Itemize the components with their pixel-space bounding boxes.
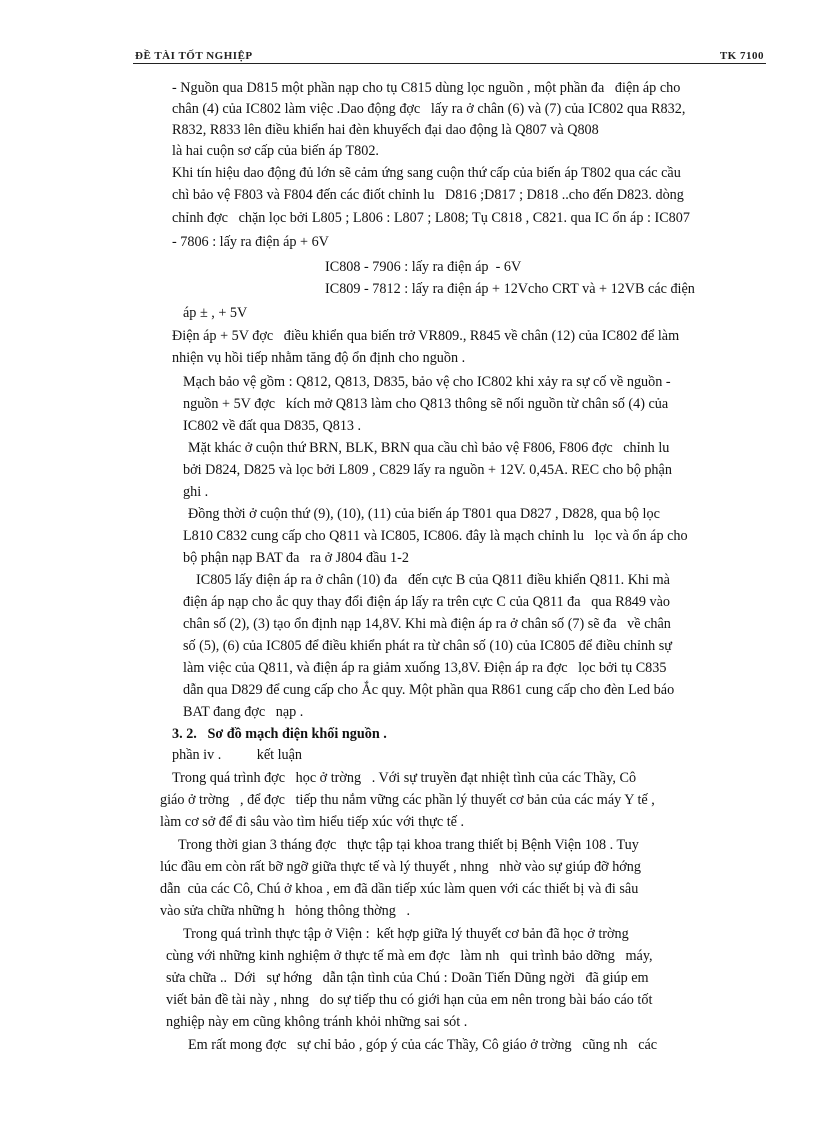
body-line: nhiện vụ hồi tiếp nhằm tăng độ ổn định cho nguồn . xyxy=(172,350,466,366)
body-line: viết bản đề tài này , nhng do sự tiếp thu có giới hạn của em nên trong bài báo cáo tốt xyxy=(166,992,653,1008)
body-line: Điện áp + 5V đợc điều khiển qua biến trở VR809., R845 về chân (12) của IC802 để làm xyxy=(172,328,680,344)
body-line: vào sửa chữa những h hỏng thông thờng . xyxy=(160,903,411,919)
body-line: làm cơ sở để đi sâu vào tìm hiểu tiếp xúc với thực tế . xyxy=(160,814,465,830)
body-line: Trong quá trình đợc học ở trờng . Với sự truyền đạt nhiệt tình của các Thầy, Cô xyxy=(172,770,637,786)
body-line: Mặt khác ở cuộn thứ BRN, BLK, BRN qua cầu chì bảo vệ F806, F806 đợc chỉnh lu xyxy=(188,440,670,456)
body-line: IC802 về đất qua D835, Q813 . xyxy=(183,418,362,434)
body-line: L810 C832 cung cấp cho Q811 và IC805, IC806. đây là mạch chỉnh lu lọc và ổn áp cho xyxy=(183,528,688,544)
header-right-code: TK 7100 xyxy=(719,50,764,62)
section-heading: 3. 2. Sơ đồ mạch điện khối nguồn . xyxy=(172,726,387,742)
body-line: Đồng thời ở cuộn thứ (9), (10), (11) của biến áp T801 qua D827 , D828, qua bộ lọc xyxy=(188,506,660,522)
body-line: chân số (2), (3) tạo ổn định nạp 14,8V. Khi mà điện áp ra ở chân số (7) sẽ đa về chân xyxy=(183,616,671,632)
body-line: cùng với những kinh nghiệm ở thực tế mà em đợc làm nh qui trình bảo dỡng máy, xyxy=(166,948,653,964)
body-line: bởi D824, D825 và lọc bởi L809 , C829 lấy ra nguồn + 12V. 0,45A. REC cho bộ phận xyxy=(183,462,672,478)
header-rule xyxy=(133,63,766,64)
body-line: chân (4) của IC802 làm việc .Dao động đợc lấy ra ở chân (6) và (7) của IC802 qua R832, xyxy=(172,101,686,117)
body-line: dẫn của các Cô, Chú ở khoa , em đã dần tiếp xúc làm quen với các thiết bị và đi sâu xyxy=(160,881,639,897)
body-line: IC805 lấy điện áp ra ở chân (10) đa đến cực B của Q811 điều khiển Q811. Khi mà xyxy=(196,572,670,588)
body-line: IC809 - 7812 : lấy ra điện áp + 12Vcho CRT và + 12VB các điện xyxy=(325,281,695,297)
body-line: chỉnh đợc chặn lọc bởi L805 ; L806 : L807 ; L808; Tụ C818 , C821. qua IC ổn áp : IC807 xyxy=(172,210,690,226)
header-left-title: ĐỀ TÀI TỐT NGHIỆP xyxy=(135,50,253,62)
body-line: Trong quá trình thực tập ở Viện : kết hợp giữa lý thuyết cơ bản đã học ở trờng xyxy=(183,926,629,942)
body-line: - 7806 : lấy ra điện áp + 6V xyxy=(172,234,329,250)
body-line: R832, R833 lên điều khiển hai đèn khuyếch đại dao động là Q807 và Q808 xyxy=(172,122,599,138)
body-line: lúc đầu em còn rất bỡ ngỡ giữa thực tế và lý thuyết , nhng nhờ vào sự giúp đỡ hớng xyxy=(160,859,641,875)
body-line: chì bảo vệ F803 và F804 đến các điốt chỉnh lu D816 ;D817 ; D818 ..cho đến D823. dòng xyxy=(172,187,684,203)
body-line: Khi tín hiệu dao động đủ lớn sẽ cảm ứng sang cuộn thứ cấp của biến áp T802 qua các cầu xyxy=(172,165,681,181)
body-line: giáo ở trờng , để đợc tiếp thu nắm vững các phần lý thuyết cơ bản của các máy Y tế , xyxy=(160,792,655,808)
body-line: BAT đang đợc nạp . xyxy=(183,704,304,720)
body-line: bộ phận nạp BAT đa ra ở J804 đầu 1-2 xyxy=(183,550,409,566)
body-line: điện áp nạp cho ắc quy thay đổi điện áp lấy ra trên cực C của Q811 đa qua R849 vào xyxy=(183,594,671,610)
body-line: - Nguồn qua D815 một phần nạp cho tụ C815 dùng lọc nguồn , một phần đa điện áp cho xyxy=(172,80,681,96)
body-line: Em rất mong đợc sự chỉ bảo , góp ý của các Thầy, Cô giáo ở trờng cũng nh các xyxy=(188,1037,658,1053)
body-line: dẫn qua D829 để cung cấp cho Ắc quy. Một phần qua R861 cung cấp cho đèn Led báo xyxy=(183,682,675,698)
body-line: ghi . xyxy=(183,484,209,500)
body-line: Trong thời gian 3 tháng đợc thực tập tại khoa trang thiết bị Bệnh Viện 108 . Tuy xyxy=(178,837,639,853)
body-line: làm việc của Q811, và điện áp ra giảm xuống 13,8V. Điện áp ra đợc lọc bởi tụ C835 xyxy=(183,660,667,676)
body-line: nguồn + 5V đợc kích mở Q813 làm cho Q813 thông sẽ nối nguồn từ chân số (4) của xyxy=(183,396,669,412)
body-line: IC808 - 7906 : lấy ra điện áp - 6V xyxy=(325,259,522,275)
body-line: là hai cuộn sơ cấp của biến áp T802. xyxy=(172,143,379,159)
body-line: số (5), (6) của IC805 để điều khiển phát ra từ chân số (10) của IC805 để điều chỉnh sự xyxy=(183,638,672,654)
body-line: áp ± , + 5V xyxy=(183,305,248,321)
body-line: sửa chữa .. Dới sự hớng dẫn tận tình của Chú : Doãn Tiến Dũng ngời đã giúp em xyxy=(166,970,649,986)
body-line: nghiệp này em cũng không tránh khỏi những sai sót . xyxy=(166,1014,468,1030)
body-line: Mạch bảo vệ gồm : Q812, Q813, D835, bảo vệ cho IC802 khi xảy ra sự cố về nguồn - xyxy=(183,374,671,390)
chapter-heading: phần iv . kết luận xyxy=(172,747,303,763)
